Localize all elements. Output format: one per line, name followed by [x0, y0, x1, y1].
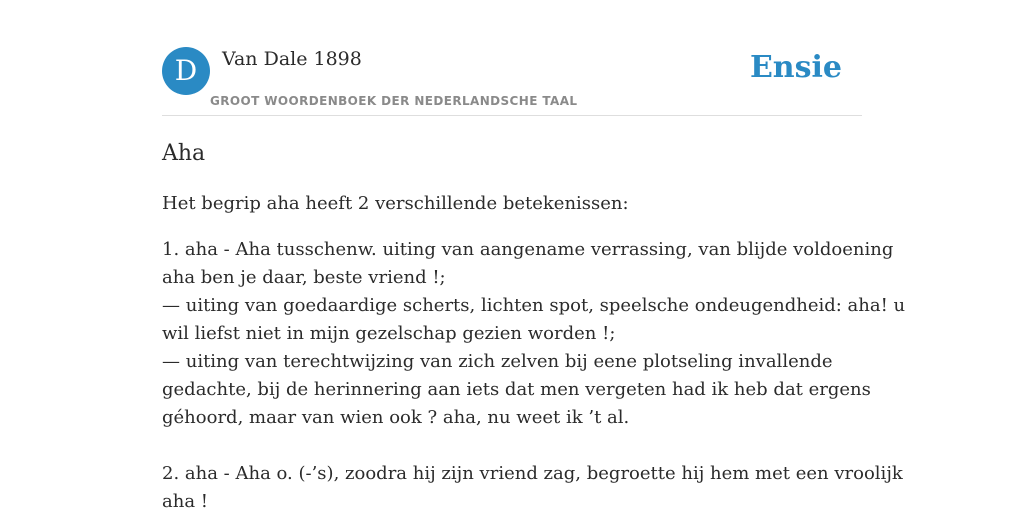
meaning-2 [162, 460, 903, 512]
dictionary-subtitle: GROOT WOORDENBOEK DER NEDERLANDSCHE TAAL [210, 94, 578, 108]
meaning-line: 1. aha - Aha tusschenw. uiting van aangename verrassing, van blijde voldoening [162, 239, 894, 260]
entry-intro: Het begrip aha heeft 2 verschillende betekenissen: [162, 193, 629, 214]
meaning-line: gedachte, bij de herinnering aan iets dat men vergeten had ik heb dat ergens [162, 379, 871, 400]
meaning-line: — uiting van goedaardige scherts, lichten spot, speelsche ondeugendheid: aha! u [162, 295, 906, 316]
meaning-line: géhoord, maar van wien ook ? aha, nu weet ik ’t al. [162, 407, 630, 428]
entry-title: Aha [162, 141, 206, 166]
meaning-line: 2. aha - Aha o. (-’s), zoodra hij zijn vriend zag, begroette hij hem met een vroolijk [162, 463, 903, 484]
site-header [162, 46, 862, 116]
entry-content [162, 138, 906, 512]
dictionary-name-link[interactable]: Van Dale 1898 [222, 48, 362, 70]
dictionary-logo-icon[interactable]: D [162, 47, 210, 95]
meaning-line: aha ben je daar, beste vriend !; [162, 267, 446, 288]
meaning-line: aha ! [162, 491, 209, 512]
meaning-1 [162, 236, 906, 432]
meaning-line: — uiting van terechtwijzing van zich zelven bij eene plotseling invallende [162, 351, 833, 372]
brand-logo-link[interactable]: Ensie [749, 50, 842, 85]
meaning-line: wil liefst niet in mijn gezelschap gezien worden !; [162, 323, 616, 344]
